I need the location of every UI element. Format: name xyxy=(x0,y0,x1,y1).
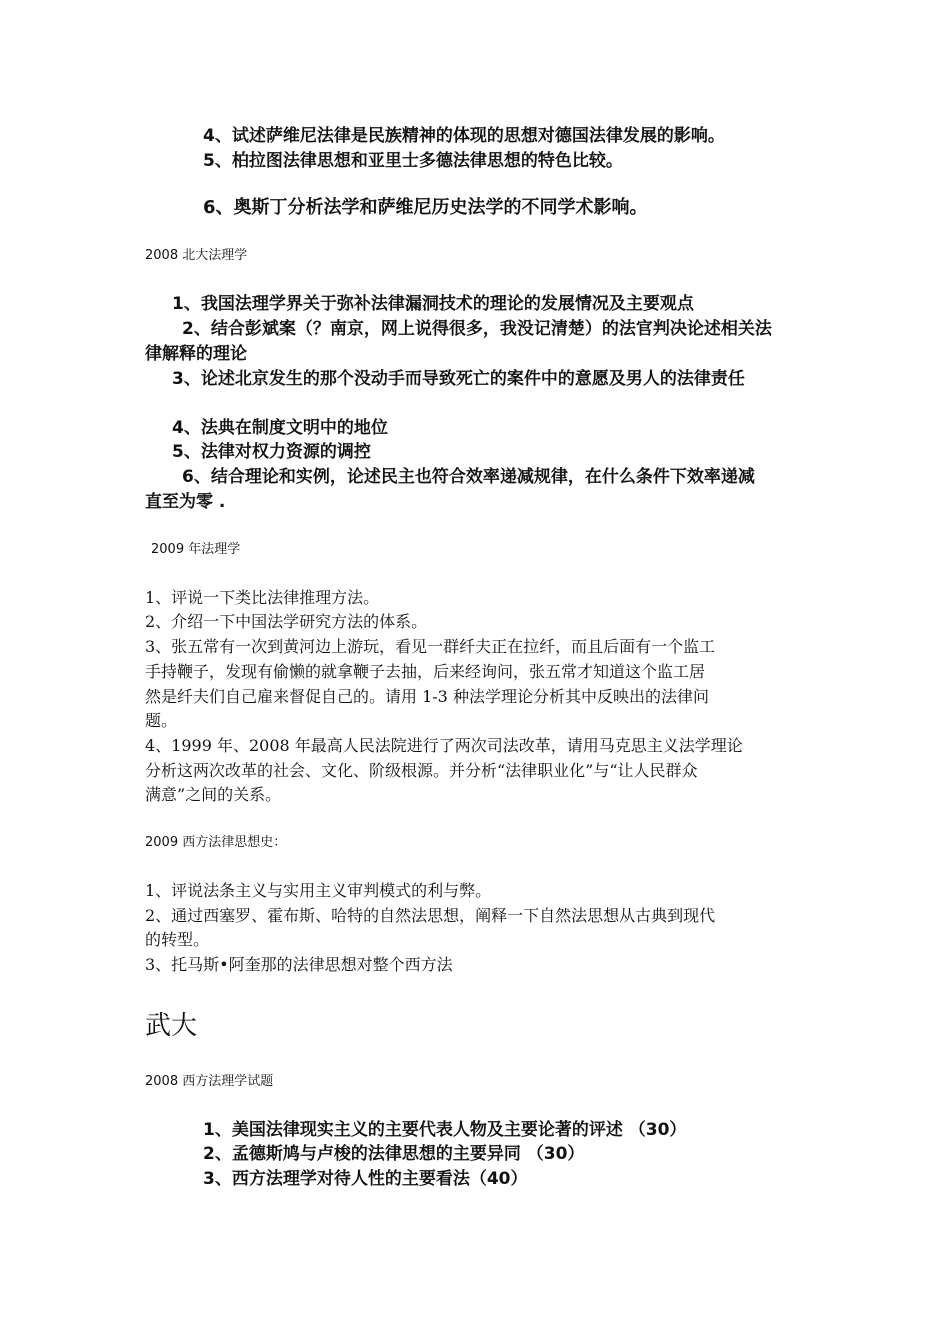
exam-question-continued: 直至为零 . xyxy=(145,492,226,512)
exam-question: 3、托马斯•阿奎那的法律思想对整个西方法 xyxy=(145,955,453,974)
exam-question: 4、法典在制度文明中的地位 xyxy=(172,418,388,438)
exam-question: 5、柏拉图法律思想和亚里士多德法律思想的特色比较。 xyxy=(203,151,623,171)
exam-question: 4、试述萨维尼法律是民族精神的体现的思想对德国法律发展的影响。 xyxy=(203,126,725,146)
exam-question: 1、评说一下类比法律推理方法。 xyxy=(145,588,380,607)
exam-question-continued: 手持鞭子，发现有偷懒的就拿鞭子去抽，后来经询问，张五常才知道这个监工居 xyxy=(145,662,706,681)
exam-question: 1、美国法律现实主义的主要代表人物及主要论著的评述 （30） xyxy=(203,1120,687,1140)
exam-question: 1、评说法条主义与实用主义审判模式的利与弊。 xyxy=(145,881,492,900)
exam-question: 2、结合彭斌案（？南京，网上说得很多，我没记清楚）的法官判决论述相关法 xyxy=(182,319,772,339)
university-title: 武大 xyxy=(145,1011,198,1041)
section-heading: 2009 年法理学 xyxy=(151,542,241,557)
exam-question: 4、1999 年、2008 年最高人民法院进行了两次司法改革，请用马克思主义法学理论 xyxy=(145,736,743,755)
exam-question-continued: 然是纤夫们自己雇来督促自己的。请用 1-3 种法学理论分析其中反映出的法律问 xyxy=(145,687,709,706)
exam-question: 6、结合理论和实例，论述民主也符合效率递减规律，在什么条件下效率递减 xyxy=(182,467,755,487)
exam-question: 3、西方法理学对待人性的主要看法（40） xyxy=(203,1169,528,1189)
exam-question-continued: 题。 xyxy=(145,711,178,730)
section-heading: 2008 北大法理学 xyxy=(145,248,248,263)
exam-question: 3、张五常有一次到黄河边上游玩，看见一群纤夫正在拉纤，而且后面有一个监工 xyxy=(145,637,716,656)
exam-question: 3、论述北京发生的那个没动手而导致死亡的案件中的意愿及男人的法律责任 xyxy=(172,369,745,389)
section-heading: 2009 西方法律思想史： xyxy=(145,835,287,850)
exam-question: 2、通过西塞罗、霍布斯、哈特的自然法思想，阐释一下自然法思想从古典到现代 xyxy=(145,906,716,925)
exam-question: 5、法律对权力资源的调控 xyxy=(172,442,371,462)
section-heading: 2008 西方法理学试题 xyxy=(145,1074,274,1089)
exam-question-continued: 的转型。 xyxy=(145,930,210,949)
exam-question: 6、奥斯丁分析法学和萨维尼历史法学的不同学术影响。 xyxy=(203,197,648,218)
exam-question: 1、我国法理学界关于弥补法律漏洞技术的理论的发展情况及主要观点 xyxy=(172,294,694,314)
exam-question-continued: 满意”之间的关系。 xyxy=(145,785,282,804)
exam-question: 2、介绍一下中国法学研究方法的体系。 xyxy=(145,612,428,631)
exam-question: 2、孟德斯鸠与卢梭的法律思想的主要异同 （30） xyxy=(203,1144,585,1164)
exam-question-continued: 律解释的理论 xyxy=(145,344,247,364)
exam-question-continued: 分析这两次改革的社会、文化、阶级根源。并分析“法律职业化”与“让人民群众 xyxy=(145,761,698,780)
